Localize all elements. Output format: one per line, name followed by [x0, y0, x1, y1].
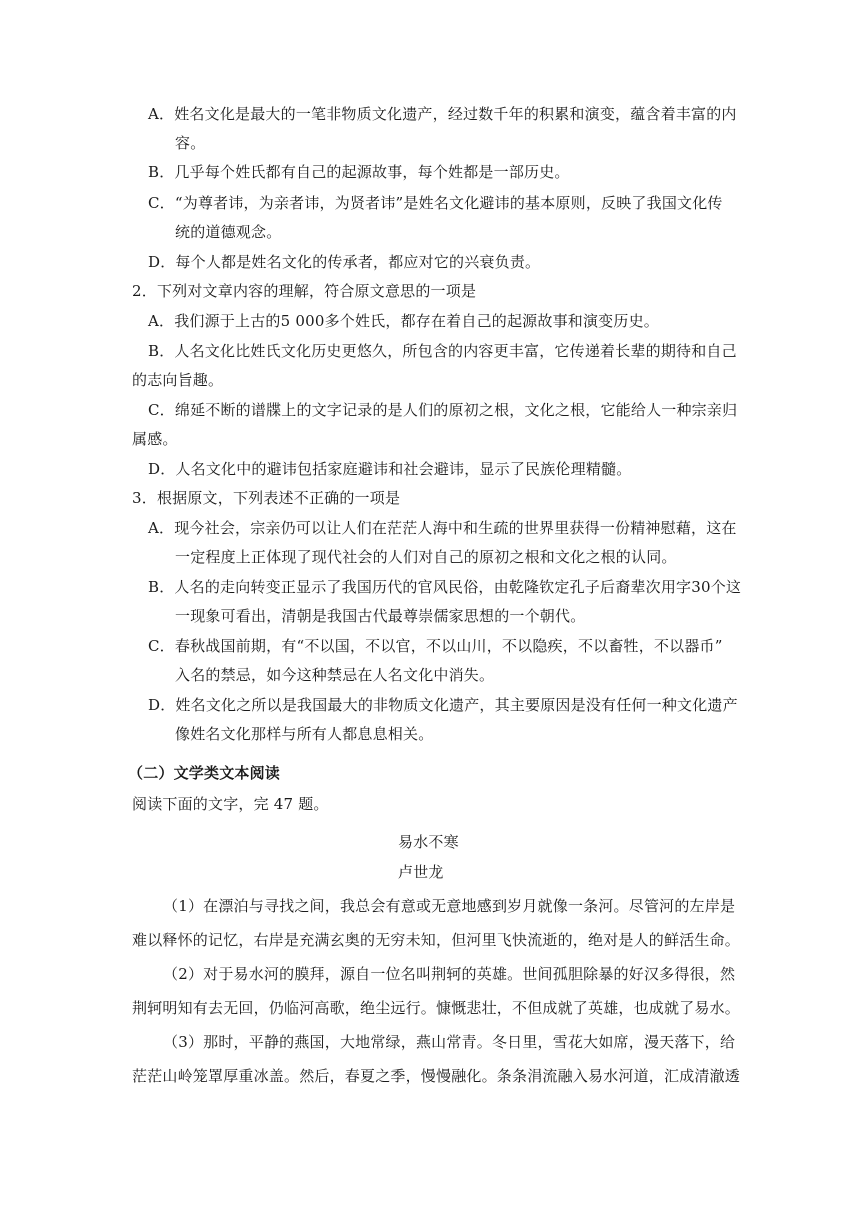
- reading-instruction: 阅读下面的文字，完 47 题。: [132, 795, 329, 813]
- paragraph-2-line1: （2）对于易水河的膜拜，源自一位名叫荆轲的英雄。世间孤胆除暴的好汉多得很，然: [163, 965, 736, 983]
- q2-option-c-line2: 属感。: [132, 430, 178, 448]
- q3-option-a-line1: A．现今社会，宗亲仍可以让人们在茫茫人海中和生疏的世界里获得一份精神慰藉，这在: [148, 519, 737, 537]
- q2-stem: 2．下列对文章内容的理解，符合原文意思的一项是: [132, 282, 477, 300]
- article-title: 易水不寒: [398, 833, 459, 851]
- paragraph-3-line2: 茫茫山岭笼罩厚重冰盖。然后，春夏之季，慢慢融化。条条涓流融入易水河道，汇成清澈透: [132, 1067, 741, 1085]
- q1-option-c-line2: 统的道德观念。: [175, 223, 282, 241]
- q3-option-c-line1: C．春秋战国前期，有“不以国，不以官，不以山川，不以隐疾，不以畜牲，不以器币”: [148, 637, 723, 655]
- paragraph-1-line1: （1）在漂泊与寻找之间，我总会有意或无意地感到岁月就像一条河。尽管河的左岸是: [163, 897, 736, 915]
- q1-option-a-line2: 容。: [175, 134, 206, 152]
- q3-option-b-line2: 一现象可看出，清朝是我国古代最尊崇儒家思想的一个朝代。: [175, 607, 586, 625]
- q3-option-a-line2: 一定程度上正体现了现代社会的人们对自己的原初之根和文化之根的认同。: [175, 548, 677, 566]
- q3-option-c-line2: 入名的禁忌，如今这种禁忌在人名文化中消失。: [175, 666, 495, 684]
- q2-option-c-line1: C．绵延不断的谱牒上的文字记录的是人们的原初之根，文化之根，它能给人一种宗亲归: [148, 401, 738, 419]
- q3-option-d-line2: 像姓名文化那样与所有人都息息相关。: [175, 725, 434, 743]
- q3-option-b-line1: B．人名的走向转变正显示了我国历代的官风民俗，由乾隆钦定孔子后裔辈次用字30个这: [148, 578, 742, 596]
- q1-option-b: B．几乎每个姓氏都有自己的起源故事，每个姓都是一部历史。: [148, 163, 570, 181]
- section-heading: （二）文学类文本阅读: [128, 764, 281, 782]
- q2-option-b-line1: B．人名文化比姓氏文化历史更悠久，所包含的内容更丰富，它传递着长辈的期待和自己: [148, 342, 737, 360]
- paragraph-2-line2: 荆轲明知有去无回，仍临河高歌，绝尘远行。慷慨悲壮，不但成就了英雄，也成就了易水。: [132, 999, 741, 1017]
- article-author: 卢世龙: [398, 863, 444, 881]
- q1-option-c-line1: C．“为尊者讳，为亲者讳，为贤者讳”是姓名文化避讳的基本原则，反映了我国文化传: [148, 194, 723, 212]
- q2-option-d: D．人名文化中的避讳包括家庭避讳和社会避讳，显示了民族伦理精髓。: [148, 460, 632, 478]
- paragraph-3-line1: （3）那时，平静的燕国，大地常绿，燕山常青。冬日里，雪花大如席，漫天落下，给: [163, 1033, 736, 1051]
- q1-option-a-line1: A．姓名文化是最大的一笔非物质文化遗产，经过数千年的积累和演变，蕴含着丰富的内: [148, 105, 737, 123]
- q3-option-d-line1: D．姓名文化之所以是我国最大的非物质文化遗产，其主要原因是没有任何一种文化遗产: [148, 696, 738, 714]
- q3-stem: 3．根据原文，下列表述不正确的一项是: [132, 489, 401, 507]
- q1-option-d: D．每个人都是姓名文化的传承者，都应对它的兴衰负责。: [148, 253, 541, 271]
- q2-option-a: A．我们源于上古的5 000多个姓氏，都存在着自己的起源故事和演变历史。: [148, 312, 659, 330]
- q2-option-b-line2: 的志向旨趣。: [132, 371, 224, 389]
- paragraph-1-line2: 难以释怀的记忆，右岸是充满玄奥的无穷未知，但河里飞快流逝的，绝对是人的鲜活生命。: [132, 931, 741, 949]
